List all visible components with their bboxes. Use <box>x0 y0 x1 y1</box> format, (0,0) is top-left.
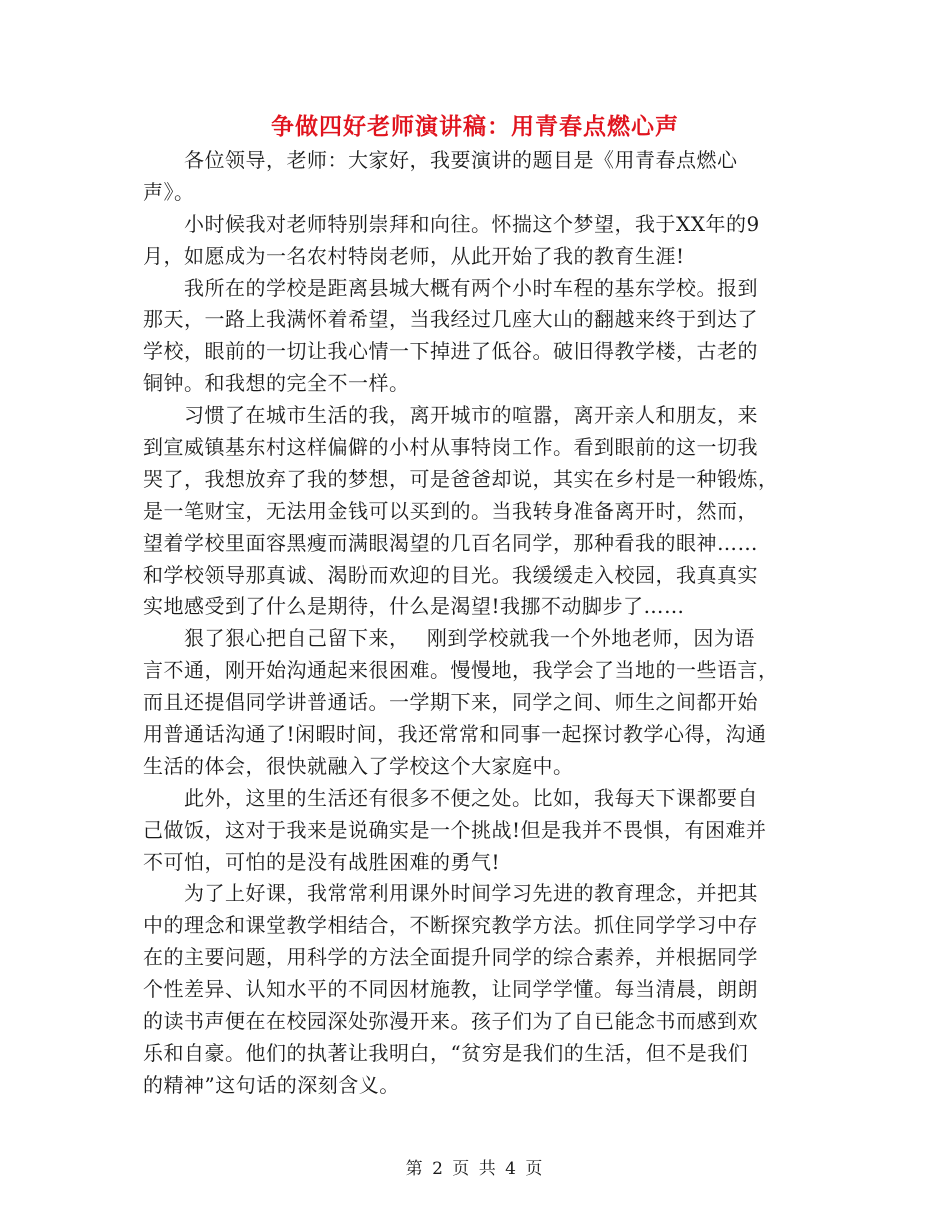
paragraph <box>143 273 823 401</box>
text-line: 和学校领导那真诚、渴盼而欢迎的目光。我缓缓走入校园，我真真实 <box>143 562 758 587</box>
paragraph <box>143 145 823 209</box>
page-footer: 第 2 页 共 4 页 <box>405 1159 545 1179</box>
text-line: 不可怕，可怕的是没有战胜困难的勇气! <box>143 849 501 874</box>
text-line: 望着学校里面容黑瘦而满眼渴望的几百名同学，那种看我的眼神…… <box>143 530 758 555</box>
text-line: 乐和自豪。他们的执著让我明白，“贫穷是我们的生活，但不是我们 <box>143 1040 749 1065</box>
paragraph <box>143 878 823 1101</box>
text-line: 我所在的学校是距离县城大概有两个小时车程的基东学校。报到 <box>143 275 758 300</box>
text-line: 的精神”这句话的深刻含义。 <box>143 1072 400 1097</box>
document-body <box>143 145 823 1102</box>
text-line: 实地感受到了什么是期待，什么是渴望!我挪不动脚步了…… <box>143 594 685 619</box>
text-line: 狠了狠心把自己留下来， 刚到学校就我一个外地老师，因为语 <box>143 626 755 651</box>
text-line: 学校，眼前的一切让我心情一下掉进了低谷。破旧得教学楼，古老的 <box>143 339 758 364</box>
text-line: 是一笔财宝，无法用金钱可以买到的。当我转身准备离开时，然而， <box>143 498 758 523</box>
text-line: 月，如愿成为一名农村特岗老师，从此开始了我的教育生涯! <box>143 243 685 268</box>
text-line: 言不通，刚开始沟通起来很困难。慢慢地，我学会了当地的一些语言， <box>143 658 779 683</box>
text-line: 各位领导，老师：大家好，我要演讲的题目是《用青春点燃心 <box>143 148 738 172</box>
paragraph <box>143 783 823 879</box>
text-line: 己做饭，这对于我来是说确实是一个挑战!但是我并不畏惧，有困难并 <box>143 817 767 842</box>
text-line: 的读书声便在在校园深处弥漫开来。孩子们为了自已能念书而感到欢 <box>143 1009 758 1034</box>
text-line: 为了上好课，我常常利用课外时间学习先进的教育理念，并把其 <box>143 881 758 906</box>
text-line: 此外，这里的生活还有很多不便之处。比如，我每天下课都要自 <box>143 785 758 810</box>
text-line: 铜钟。和我想的完全不一样。 <box>143 371 410 396</box>
paragraph <box>143 400 823 623</box>
text-line: 哭了，我想放弃了我的梦想，可是爸爸却说，其实在乡村是一种锻炼， <box>143 466 779 491</box>
text-line: 生活的体会，很快就融入了学校这个大家庭中。 <box>143 753 574 778</box>
text-line: 用普通话沟通了!闲暇时间，我还常常和同事一起探讨教学心得，沟通 <box>143 722 767 747</box>
paragraph <box>143 209 823 273</box>
document-title: 争做四好老师演讲稿：用青春点燃心声 <box>271 113 679 140</box>
text-line: 声》。 <box>143 179 195 204</box>
text-line: 中的理念和课堂教学相结合，不断探究教学方法。抓住同学学习中存 <box>143 913 758 938</box>
text-line: 个性差异、认知水平的不同因材施教，让同学学懂。每当清晨，朗朗 <box>143 977 758 1002</box>
text-line: 而且还提倡同学讲普通话。一学期下来，同学之间、师生之间都开始 <box>143 690 758 715</box>
text-line: 那天，一路上我满怀着希望，当我经过几座大山的翻越来终于到达了 <box>143 307 758 332</box>
text-line: 在的主要问题，用科学的方法全面提升同学的综合素养，并根据同学 <box>143 945 758 970</box>
text-line: 到宣威镇基东村这样偏僻的小村从事特岗工作。看到眼前的这一切我 <box>143 435 758 460</box>
text-line: 小时候我对老师特别崇拜和向往。怀揣这个梦望，我于XX年的9 <box>143 211 760 236</box>
paragraph <box>143 623 823 782</box>
text-line: 习惯了在城市生活的我，离开城市的喧嚣，离开亲人和朋友，来 <box>143 403 758 428</box>
